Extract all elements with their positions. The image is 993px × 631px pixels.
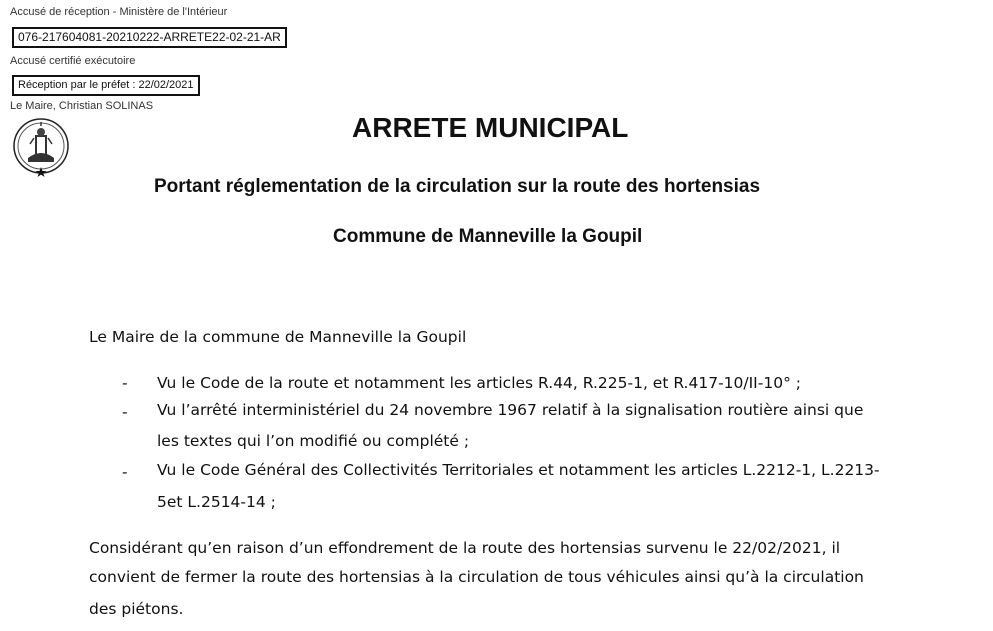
intro-paragraph: Le Maire de la commune de Manneville la Goupil	[89, 328, 467, 346]
commune-name: Commune de Manneville la Goupil	[333, 226, 643, 247]
considerant-line-2: convient de fermer la route des hortensias à la circulation de tous véhicules ainsi qu’à la circulation	[89, 568, 864, 586]
considerant-line-1: Considérant qu’en raison d’un effondrement de la route des hortensias survenu le 22/02/2021, il	[89, 539, 841, 557]
signatory-label: Le Maire, Christian SOLINAS	[10, 100, 154, 112]
bullet-code-route: Vu le Code de la route et notamment les articles R.44, R.225-1, et R.417-10/II-10° ;	[157, 374, 801, 392]
bullet-marker: -	[122, 403, 128, 421]
bullet-marker: -	[122, 463, 128, 481]
prefect-receipt-box: Réception par le préfet : 22/02/2021	[12, 75, 200, 96]
commune-seal-icon	[10, 118, 72, 180]
certified-label: Accusé certifié exécutoire	[10, 55, 136, 67]
bullet-arrete-line-2: les textes qui l’on modifié ou complété ;	[157, 432, 470, 450]
receipt-label: Accusé de réception - Ministère de l'Intérieur	[10, 6, 228, 18]
bullet-cgct-line-1: Vu le Code Général des Collectivités Territoriales et notamment les articles L.2212-1, L.2213-	[157, 461, 880, 479]
document-title: ARRETE MUNICIPAL	[352, 112, 629, 143]
bullet-arrete-line-1: Vu l’arrêté interministériel du 24 novembre 1967 relatif à la signalisation routière ainsi que	[157, 401, 864, 419]
receipt-id-box: 076-217604081-20210222-ARRETE22-02-21-AR	[12, 27, 287, 48]
bullet-cgct-line-2: 5et L.2514-14 ;	[157, 493, 276, 511]
document-subtitle: Portant réglementation de la circulation sur la route des hortensias	[154, 176, 761, 197]
considerant-line-3: des piétons.	[89, 600, 184, 618]
bullet-marker: -	[122, 374, 128, 392]
